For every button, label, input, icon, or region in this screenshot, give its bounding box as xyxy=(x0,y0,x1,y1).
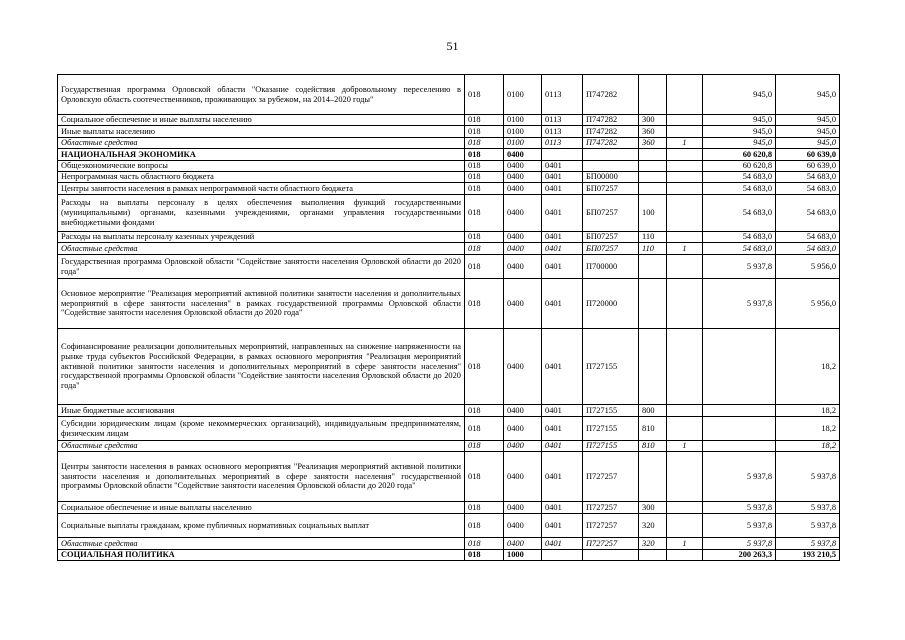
cell-name: Центры занятости населения в рамках непрограммной части областного бюджета xyxy=(58,183,465,195)
cell-name: Софинансирование реализации дополнительных мероприятий, направленных на снижение напряженности на рынке труда субъектов Российской Федерации, в рамках основного мероприятия "Реализация мероприятий активной политики занятости населения и дополнительных мероприятий в сфере занятости населения" государственной программы Орловской области "Содействие занятости населения Орловской области до 2020 года" xyxy=(58,329,465,405)
cell-target-article: П727155 xyxy=(583,417,639,441)
cell-admin-code: 018 xyxy=(465,502,504,514)
cell-section: 0400 xyxy=(504,255,542,279)
cell-amount-2: 5 937,8 xyxy=(776,452,840,502)
cell-funding-source xyxy=(667,161,703,172)
table-row xyxy=(58,161,840,172)
cell-amount-1: 5 937,8 xyxy=(703,514,776,538)
cell-admin-code: 018 xyxy=(465,161,504,172)
cell-funding-source xyxy=(667,149,703,161)
cell-target-article: П727257 xyxy=(583,452,639,502)
cell-section: 0400 xyxy=(504,232,542,243)
cell-expense-type: 320 xyxy=(639,514,667,538)
cell-subsection: 0401 xyxy=(542,538,583,550)
cell-admin-code: 018 xyxy=(465,550,504,561)
cell-expense-type: 110 xyxy=(639,232,667,243)
cell-name: СОЦИАЛЬНАЯ ПОЛИТИКА xyxy=(58,550,465,561)
cell-amount-2: 5 956,0 xyxy=(776,255,840,279)
cell-subsection: 0113 xyxy=(542,115,583,126)
table-row xyxy=(58,417,840,441)
cell-section: 0100 xyxy=(504,138,542,149)
cell-admin-code: 018 xyxy=(465,452,504,502)
cell-amount-1: 5 937,8 xyxy=(703,538,776,550)
cell-amount-1: 5 937,8 xyxy=(703,255,776,279)
cell-admin-code: 018 xyxy=(465,441,504,452)
cell-section: 0400 xyxy=(504,149,542,161)
cell-target-article: БП07257 xyxy=(583,183,639,195)
cell-target-article: П747282 xyxy=(583,75,639,115)
table-row xyxy=(58,255,840,279)
cell-target-article: П727257 xyxy=(583,502,639,514)
cell-subsection: 0401 xyxy=(542,243,583,255)
cell-subsection: 0401 xyxy=(542,232,583,243)
cell-funding-source xyxy=(667,183,703,195)
cell-name: Расходы на выплаты персоналу казенных учреждений xyxy=(58,232,465,243)
cell-amount-1: 945,0 xyxy=(703,126,776,138)
cell-expense-type xyxy=(639,329,667,405)
cell-name: Социальное обеспечение и иные выплаты населению xyxy=(58,115,465,126)
cell-subsection: 0401 xyxy=(542,452,583,502)
cell-target-article xyxy=(583,550,639,561)
cell-section: 1000 xyxy=(504,550,542,561)
cell-target-article: П727155 xyxy=(583,405,639,417)
cell-amount-2: 5 937,8 xyxy=(776,538,840,550)
cell-amount-2: 54 683,0 xyxy=(776,232,840,243)
cell-amount-1: 5 937,8 xyxy=(703,502,776,514)
cell-subsection: 0401 xyxy=(542,417,583,441)
cell-funding-source xyxy=(667,329,703,405)
cell-section: 0400 xyxy=(504,243,542,255)
cell-subsection: 0401 xyxy=(542,183,583,195)
cell-section: 0400 xyxy=(504,329,542,405)
cell-subsection: 0401 xyxy=(542,172,583,183)
table-row xyxy=(58,538,840,550)
cell-funding-source: 1 xyxy=(667,138,703,149)
cell-admin-code: 018 xyxy=(465,126,504,138)
cell-funding-source xyxy=(667,452,703,502)
table-row xyxy=(58,75,840,115)
cell-expense-type xyxy=(639,255,667,279)
cell-expense-type: 100 xyxy=(639,195,667,232)
cell-expense-type xyxy=(639,149,667,161)
cell-name: Государственная программа Орловской области "Содействие занятости населения Орловской области до 2020 года" xyxy=(58,255,465,279)
table-row xyxy=(58,115,840,126)
cell-funding-source xyxy=(667,115,703,126)
cell-subsection: 0401 xyxy=(542,502,583,514)
cell-target-article: БП07257 xyxy=(583,232,639,243)
cell-expense-type: 360 xyxy=(639,126,667,138)
cell-amount-2: 945,0 xyxy=(776,75,840,115)
cell-amount-1: 54 683,0 xyxy=(703,195,776,232)
cell-admin-code: 018 xyxy=(465,232,504,243)
cell-name: Областные средства xyxy=(58,538,465,550)
cell-amount-1: 5 937,8 xyxy=(703,279,776,329)
cell-amount-2: 54 683,0 xyxy=(776,195,840,232)
cell-target-article: П747282 xyxy=(583,126,639,138)
cell-admin-code: 018 xyxy=(465,75,504,115)
cell-section: 0400 xyxy=(504,195,542,232)
cell-expense-type xyxy=(639,161,667,172)
cell-expense-type xyxy=(639,550,667,561)
cell-subsection: 0401 xyxy=(542,255,583,279)
cell-amount-1: 5 937,8 xyxy=(703,452,776,502)
cell-target-article: П720000 xyxy=(583,279,639,329)
cell-amount-2: 18,2 xyxy=(776,441,840,452)
cell-target-article: П700000 xyxy=(583,255,639,279)
cell-funding-source xyxy=(667,172,703,183)
cell-funding-source xyxy=(667,232,703,243)
cell-amount-1: 200 263,3 xyxy=(703,550,776,561)
cell-subsection: 0401 xyxy=(542,161,583,172)
cell-name: Областные средства xyxy=(58,138,465,149)
cell-subsection xyxy=(542,550,583,561)
cell-funding-source xyxy=(667,279,703,329)
cell-subsection: 0401 xyxy=(542,329,583,405)
table-row xyxy=(58,195,840,232)
table-row xyxy=(58,279,840,329)
table-row xyxy=(58,149,840,161)
cell-name: Иные выплаты населению xyxy=(58,126,465,138)
cell-admin-code: 018 xyxy=(465,329,504,405)
cell-funding-source xyxy=(667,550,703,561)
cell-name: Непрограммная часть областного бюджета xyxy=(58,172,465,183)
cell-target-article xyxy=(583,161,639,172)
cell-amount-1: 54 683,0 xyxy=(703,243,776,255)
cell-subsection: 0401 xyxy=(542,195,583,232)
cell-funding-source xyxy=(667,75,703,115)
cell-admin-code: 018 xyxy=(465,243,504,255)
cell-section: 0400 xyxy=(504,502,542,514)
cell-section: 0400 xyxy=(504,538,542,550)
cell-section: 0400 xyxy=(504,417,542,441)
cell-amount-2: 945,0 xyxy=(776,138,840,149)
cell-amount-1 xyxy=(703,441,776,452)
page-number: 51 xyxy=(446,39,459,53)
table-row xyxy=(58,243,840,255)
cell-funding-source xyxy=(667,255,703,279)
cell-admin-code: 018 xyxy=(465,514,504,538)
cell-subsection: 0401 xyxy=(542,279,583,329)
cell-amount-2: 193 210,5 xyxy=(776,550,840,561)
table-row xyxy=(58,138,840,149)
cell-target-article xyxy=(583,149,639,161)
cell-target-article: П747282 xyxy=(583,138,639,149)
cell-expense-type: 110 xyxy=(639,243,667,255)
cell-admin-code: 018 xyxy=(465,149,504,161)
cell-expense-type: 300 xyxy=(639,502,667,514)
cell-target-article: П727257 xyxy=(583,538,639,550)
cell-section: 0400 xyxy=(504,514,542,538)
cell-subsection: 0113 xyxy=(542,126,583,138)
cell-section: 0400 xyxy=(504,161,542,172)
cell-amount-2: 54 683,0 xyxy=(776,183,840,195)
cell-funding-source: 1 xyxy=(667,441,703,452)
cell-funding-source xyxy=(667,195,703,232)
cell-expense-type xyxy=(639,172,667,183)
cell-funding-source xyxy=(667,502,703,514)
cell-target-article: П747282 xyxy=(583,115,639,126)
cell-section: 0400 xyxy=(504,405,542,417)
table-row xyxy=(58,232,840,243)
cell-amount-2: 5 937,8 xyxy=(776,514,840,538)
cell-funding-source xyxy=(667,126,703,138)
cell-amount-2: 18,2 xyxy=(776,329,840,405)
cell-section: 0400 xyxy=(504,172,542,183)
cell-name: НАЦИОНАЛЬНАЯ ЭКОНОМИКА xyxy=(58,149,465,161)
cell-expense-type xyxy=(639,279,667,329)
cell-expense-type: 300 xyxy=(639,115,667,126)
cell-amount-2: 945,0 xyxy=(776,115,840,126)
cell-subsection: 0401 xyxy=(542,441,583,452)
cell-amount-2: 5 956,0 xyxy=(776,279,840,329)
cell-subsection xyxy=(542,149,583,161)
cell-expense-type: 810 xyxy=(639,441,667,452)
cell-admin-code: 018 xyxy=(465,538,504,550)
budget-table xyxy=(57,74,840,561)
cell-target-article: БП07257 xyxy=(583,243,639,255)
cell-subsection: 0401 xyxy=(542,514,583,538)
cell-expense-type: 360 xyxy=(639,138,667,149)
cell-amount-1 xyxy=(703,405,776,417)
cell-subsection: 0113 xyxy=(542,138,583,149)
cell-section: 0400 xyxy=(504,279,542,329)
cell-amount-2: 54 683,0 xyxy=(776,172,840,183)
cell-name: Расходы на выплаты персоналу в целях обеспечения выполнения функций государственными (муниципальными) органами, казенными учреждениями, органами управления государственными внебюджетными фондами xyxy=(58,195,465,232)
cell-section: 0100 xyxy=(504,126,542,138)
cell-admin-code: 018 xyxy=(465,255,504,279)
cell-target-article: БП00000 xyxy=(583,172,639,183)
cell-amount-2: 54 683,0 xyxy=(776,243,840,255)
cell-amount-2: 18,2 xyxy=(776,417,840,441)
table-row xyxy=(58,405,840,417)
cell-subsection: 0401 xyxy=(542,405,583,417)
cell-admin-code: 018 xyxy=(465,115,504,126)
table-body xyxy=(58,75,840,561)
table-row xyxy=(58,126,840,138)
cell-section: 0100 xyxy=(504,115,542,126)
cell-expense-type xyxy=(639,75,667,115)
table-row xyxy=(58,172,840,183)
cell-funding-source: 1 xyxy=(667,243,703,255)
cell-funding-source: 1 xyxy=(667,538,703,550)
cell-amount-1 xyxy=(703,417,776,441)
cell-amount-2: 18,2 xyxy=(776,405,840,417)
cell-name: Социальное обеспечение и иные выплаты населению xyxy=(58,502,465,514)
cell-name: Областные средства xyxy=(58,441,465,452)
cell-section: 0100 xyxy=(504,75,542,115)
cell-name: Социальные выплаты гражданам, кроме публичных нормативных социальных выплат xyxy=(58,514,465,538)
table-row xyxy=(58,502,840,514)
table-row xyxy=(58,452,840,502)
cell-target-article: П727155 xyxy=(583,441,639,452)
cell-admin-code: 018 xyxy=(465,172,504,183)
cell-funding-source xyxy=(667,405,703,417)
cell-admin-code: 018 xyxy=(465,138,504,149)
cell-section: 0400 xyxy=(504,183,542,195)
cell-amount-1: 60 620,8 xyxy=(703,161,776,172)
cell-expense-type xyxy=(639,183,667,195)
cell-amount-2: 5 937,8 xyxy=(776,502,840,514)
cell-admin-code: 018 xyxy=(465,195,504,232)
cell-section: 0400 xyxy=(504,452,542,502)
cell-amount-1 xyxy=(703,329,776,405)
cell-amount-2: 60 639,0 xyxy=(776,149,840,161)
cell-name: Центры занятости населения в рамках основного мероприятия "Реализация мероприятий активной политики занятости населения и дополнительных мероприятий в сфере занятости населения" государственной программы Орловской области "Содействие занятости населения Орловской области до 2020 года" xyxy=(58,452,465,502)
cell-expense-type: 800 xyxy=(639,405,667,417)
cell-amount-2: 60 639,0 xyxy=(776,161,840,172)
cell-amount-1: 945,0 xyxy=(703,115,776,126)
cell-funding-source xyxy=(667,417,703,441)
cell-amount-1: 54 683,0 xyxy=(703,183,776,195)
cell-amount-2: 945,0 xyxy=(776,126,840,138)
cell-subsection: 0113 xyxy=(542,75,583,115)
cell-name: Субсидии юридическим лицам (кроме некоммерческих организаций), индивидуальным предпринимателям, физическим лицам xyxy=(58,417,465,441)
table-row xyxy=(58,550,840,561)
table-row xyxy=(58,514,840,538)
cell-funding-source xyxy=(667,514,703,538)
cell-target-article: БП07257 xyxy=(583,195,639,232)
table-row xyxy=(58,329,840,405)
cell-section: 0400 xyxy=(504,441,542,452)
cell-name: Основное мероприятие "Реализация мероприятий активной политики занятости населения и дополнительных мероприятий в сфере занятости населения" в рамках государственной программы Орловской области "Содействие занятости населения Орловской области до 2020 года" xyxy=(58,279,465,329)
cell-expense-type: 320 xyxy=(639,538,667,550)
cell-target-article: П727257 xyxy=(583,514,639,538)
cell-expense-type xyxy=(639,452,667,502)
cell-target-article: П727155 xyxy=(583,329,639,405)
cell-admin-code: 018 xyxy=(465,405,504,417)
cell-name: Иные бюджетные ассигнования xyxy=(58,405,465,417)
cell-admin-code: 018 xyxy=(465,417,504,441)
cell-amount-1: 60 620,8 xyxy=(703,149,776,161)
cell-name: Государственная программа Орловской области "Оказание содействия добровольному переселению в Орловскую область соотечественников, проживающих за рубежом, на 2014–2020 годы" xyxy=(58,75,465,115)
table-row xyxy=(58,183,840,195)
cell-name: Областные средства xyxy=(58,243,465,255)
cell-name: Общеэкономические вопросы xyxy=(58,161,465,172)
cell-admin-code: 018 xyxy=(465,279,504,329)
cell-expense-type: 810 xyxy=(639,417,667,441)
cell-amount-1: 945,0 xyxy=(703,138,776,149)
table-row xyxy=(58,441,840,452)
cell-amount-1: 54 683,0 xyxy=(703,172,776,183)
cell-amount-1: 945,0 xyxy=(703,75,776,115)
cell-amount-1: 54 683,0 xyxy=(703,232,776,243)
cell-admin-code: 018 xyxy=(465,183,504,195)
